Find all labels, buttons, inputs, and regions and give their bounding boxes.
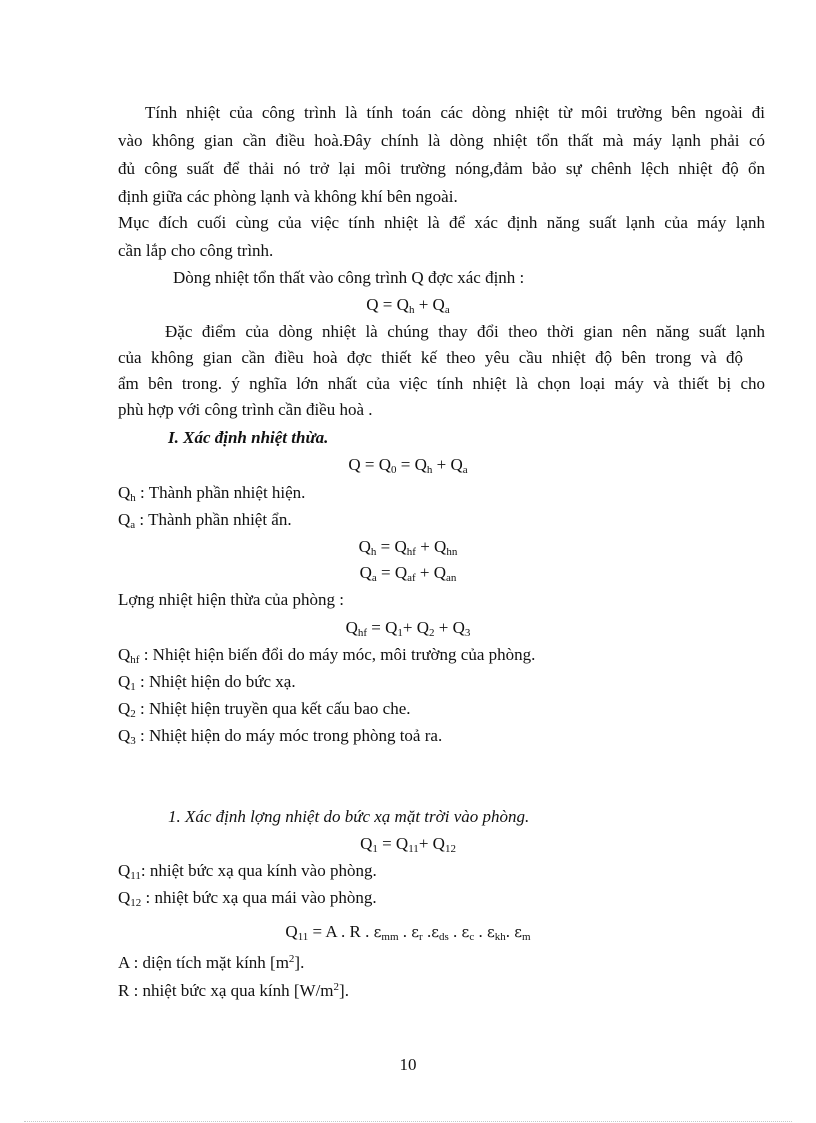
equation-total-heat: $Q = Q_h + Q_a$ xyxy=(366,295,450,316)
paragraph-4-line-2: của không gian cần điều hoà đợc thiết kế theo yêu cầu nhiệt độ bên trong và độ xyxy=(118,348,743,367)
paragraph-3-line-1: Dòng nhiệt tổn thất vào công trình Q đợc xác định : xyxy=(173,268,525,287)
equation-q1: $Q_1 = Q_{11}+ Q_{12}$ xyxy=(360,834,456,855)
definition-q12: $Q_{12}$ : nhiệt bức xạ qua mái vào phòng. xyxy=(118,888,377,909)
definition-r: R : nhiệt bức xạ qua kính $[W/m^2]$. xyxy=(118,981,349,1000)
equation-qa: $Q_a = Q_{af} + Q_{an}$ xyxy=(359,563,457,584)
definition-qa: $Q_a$ : Thành phần nhiệt ẩn. xyxy=(118,510,292,531)
subsection-heading: 1. Xác định lợng nhiệt do bức xạ mặt trời vào phòng. xyxy=(168,807,530,826)
paragraph-4-line-4: phù hợp với công trình cần điều hoà . xyxy=(118,400,373,419)
definition-qh: $Q_h$ : Thành phần nhiệt hiện. xyxy=(118,483,306,504)
paragraph-1-line-3: đủ công suất để thải nó trở lại môi trường nóng,đảm bảo sự chênh lệch nhiệt độ ổn xyxy=(118,159,765,178)
equation-qh: $Q_h = Q_{hf} + Q_{hn}$ xyxy=(358,537,458,558)
definition-q3: $Q_3$ : Nhiệt hiện do máy móc trong phòng toả ra. xyxy=(118,726,443,747)
equation-qhf: $Q_{hf} = Q_1+ Q_2 + Q_3$ xyxy=(345,618,471,639)
definition-a: A : diện tích mặt kính $[m^2]$. xyxy=(118,953,305,972)
definition-q11: $Q_{11}$: nhiệt bức xạ qua kính vào phòng. xyxy=(118,861,377,882)
definition-qhf: $Q_{hf}$ : Nhiệt hiện biến đổi do máy móc, môi trường của phòng. xyxy=(118,645,536,666)
paragraph-4-line-3: ẩm bên trong. ý nghĩa lớn nhất của việc tính nhiệt là chọn loại máy và thiết bị cho xyxy=(118,374,765,393)
definition-q1: $Q_1$ : Nhiệt hiện do bức xạ. xyxy=(118,672,296,693)
paragraph-2-line-1: Mục đích cuối cùng của việc tính nhiệt là để xác định năng suất lạnh của máy lạnh xyxy=(118,213,765,232)
paragraph-1-line-1: Tính nhiệt của công trình là tính toán các dòng nhiệt từ môi trường bên ngoài đi xyxy=(145,103,765,122)
equation-excess-heat: $Q = Q_0 = Q_h + Q_a$ xyxy=(348,455,468,476)
footer-divider xyxy=(24,1121,792,1122)
paragraph-4-line-1: Đặc điểm của dòng nhiệt là chúng thay đổi theo thời gian nên năng suất lạnh xyxy=(165,322,765,341)
paragraph-1-line-2: vào không gian cần điều hoà.Đây chính là dòng nhiệt tổn thất mà máy lạnh phải có xyxy=(118,131,765,150)
equation-q11: $Q_{11} = A$ . R . $\varepsilon_{mm}$ . $\varepsilon_r$ $.\varepsilon_{ds}$ . $\varepsilon_c$ . $\varepsilon_{kh}$. $\varepsilon_m$ xyxy=(285,922,531,943)
paragraph-1-line-4: định giữa các phòng lạnh và không khí bên ngoài. xyxy=(118,187,458,206)
excess-sensible-heat-label: Lợng nhiệt hiện thừa của phòng : xyxy=(118,590,344,609)
section-heading: I. Xác định nhiệt thừa. xyxy=(168,428,329,447)
definition-q2: $Q_2$ : Nhiệt hiện truyền qua kết cấu bao che. xyxy=(118,699,411,720)
paragraph-2-line-2: cần lắp cho công trình. xyxy=(118,241,274,260)
page-number: 10 xyxy=(399,1055,417,1074)
